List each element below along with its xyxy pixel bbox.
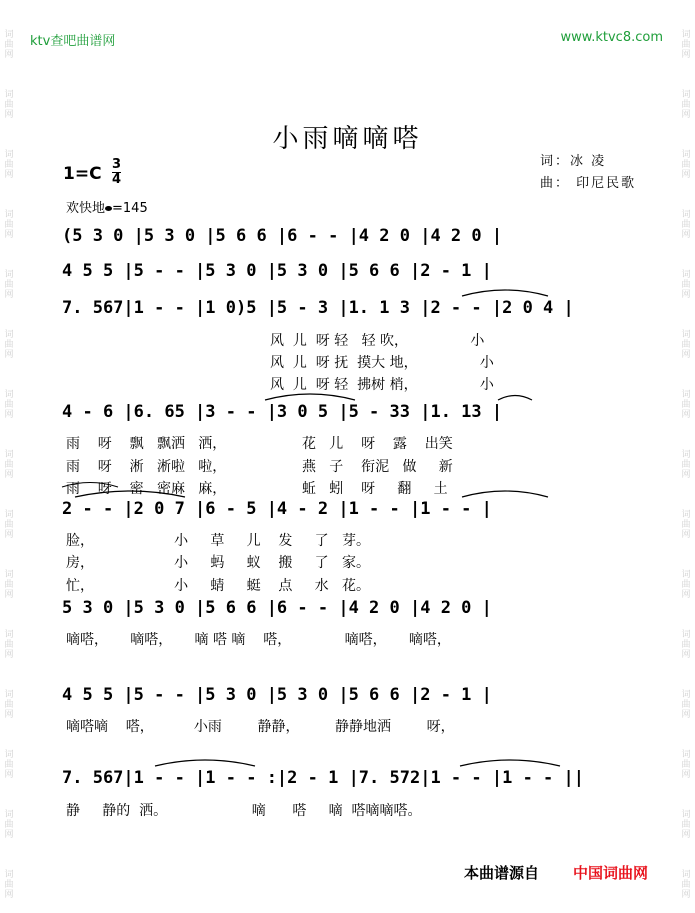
meter-top: 3 <box>112 157 122 172</box>
lyric-row-3c: 风 儿 呀 轻 拂树 梢， 小 <box>270 377 494 393</box>
slur-row4 <box>265 394 355 400</box>
lyric-row-5a: 脸， 小 草 儿 发 了 芽。 <box>66 533 371 549</box>
footer-source-label: 本曲谱源自 <box>464 864 540 882</box>
slur-row4b <box>498 396 532 401</box>
score-row-6: 5 3 0 |5 3 0 |5 6 6 |6 - - |4 2 0 |4 2 0 | <box>62 598 492 618</box>
score-row-3: 7. 567|1 - - |1 0)5 |5 - 3 |1. 1 3 |2 - - |2 0 4 | <box>62 298 574 318</box>
lyric-row-5b: 房， 小 蚂 蚁 搬 了 家。 <box>66 555 371 571</box>
watermark-right: 词 曲 网 词 曲 网 词 曲 网 词 曲 网 词 曲 网 词 曲 网 词 曲 网 词 曲 网 词 曲 网 词 曲 网 词 曲 网 词 曲 网 词 曲 网 词 曲 网 词 曲 网 <box>681 30 691 900</box>
lyric-row-6: 嘀嗒， 嘀嗒， 嘀 嗒 嘀 嗒， 嘀嗒， 嘀嗒， <box>66 632 451 648</box>
score-row-8: 7. 567|1 - - |1 - - :|2 - 1 |7. 572|1 - - |1 - - || <box>62 768 584 788</box>
left-site-link[interactable]: ktv查吧曲谱网 <box>30 34 116 49</box>
score-row-4: 4 - 6 |6. 65 |3 - - |3 0 5 |5 - 33 |1. 13 | <box>62 402 503 422</box>
lyric-row-5c: 忙， 小 蜻 蜓 点 水 花。 <box>66 578 371 594</box>
slur-row8 <box>155 760 255 766</box>
footer-source-link[interactable]: 中国词曲网 <box>573 864 649 882</box>
lyric-row-4a: 雨 呀 飘 飘洒 洒， 花 儿 呀 露 出笑 <box>66 436 453 452</box>
score-row-7: 4 5 5 |5 - - |5 3 0 |5 3 0 |5 6 6 |2 - 1 | <box>62 685 492 705</box>
key-signature: 1=C <box>63 164 102 184</box>
tempo-text: 欢快地 <box>66 201 106 216</box>
lyricist-credit: 词：冰 凌 <box>540 154 607 169</box>
score-row-1: (5 3 0 |5 3 0 |5 6 6 |6 - - |4 2 0 |4 2 0 | <box>62 226 503 246</box>
slur-row8b <box>460 760 560 766</box>
slur-row3 <box>462 290 548 296</box>
slur-row5 <box>75 491 185 497</box>
score-row-2: 4 5 5 |5 - - |5 3 0 |5 3 0 |5 6 6 |2 - 1 | <box>62 261 492 281</box>
score-row-5: 2 - - |2 0 7 |6 - 5 |4 - 2 |1 - - |1 - - | <box>62 499 492 519</box>
lyric-row-4b: 雨 呀 淅 淅啦 啦， 燕 子 衔泥 做 新 <box>66 459 453 475</box>
tempo-value: =145 <box>112 201 148 216</box>
lyric-row-4c: 雨 呀 密 密麻 麻， 蚯 蚓 呀 翻 土 <box>66 481 448 497</box>
lyric-row-8: 静 静的 洒。 嘀 嗒 嘀 嗒嘀嘀嗒。 <box>66 803 422 819</box>
lyric-row-7: 嘀嗒嘀 嗒， 小雨 静静， 静静地洒 呀， <box>66 719 455 735</box>
slur-lyric-4c <box>62 483 118 488</box>
lyric-row-3b: 风 儿 呀 抚 摸大 地， 小 <box>270 355 494 371</box>
watermark-left: 词 曲 网 词 曲 网 词 曲 网 词 曲 网 词 曲 网 词 曲 网 词 曲 网 词 曲 网 词 曲 网 词 曲 网 词 曲 网 词 曲 网 词 曲 网 词 曲 网 词 曲 网 <box>4 30 14 900</box>
lyric-row-3a: 风 儿 呀 轻 轻 吹， 小 <box>270 333 485 349</box>
composer-credit: 曲： 印尼民歌 <box>540 176 637 191</box>
song-title: 小雨嘀嘀嗒 <box>272 124 423 154</box>
right-site-link[interactable]: www.ktvc8.com <box>560 30 663 45</box>
slur-row5b <box>462 491 548 497</box>
meter-bottom: 4 <box>112 172 122 187</box>
